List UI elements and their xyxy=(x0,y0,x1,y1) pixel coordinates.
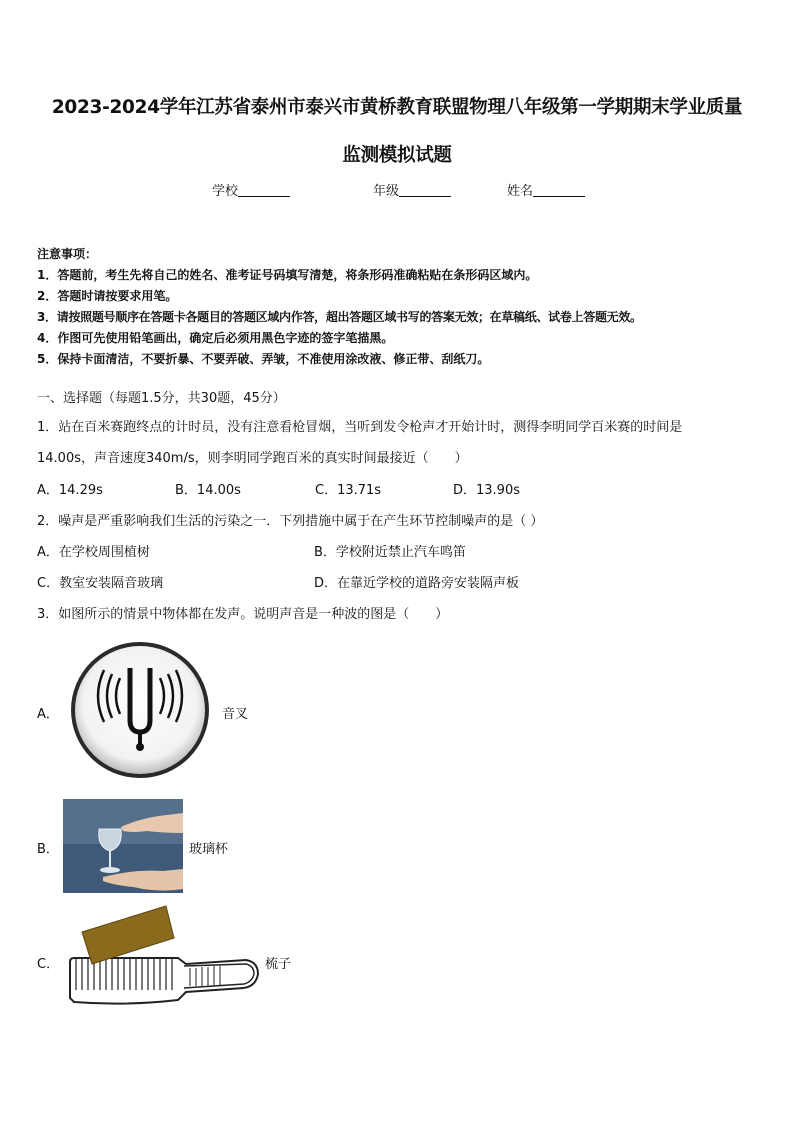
q1-stem-line2: 14.00s，声音速度340m/s，则李明同学跑百米的真实时间最接近（ ） xyxy=(37,451,468,466)
q3-option-a-letter: A． xyxy=(37,707,59,722)
comb-icon xyxy=(66,902,260,1010)
section-heading: 一、选择题（每题1.5分，共30题，45分） xyxy=(37,391,286,406)
q2-option-d: D．在靠近学校的道路旁安装隔声板 xyxy=(314,576,520,591)
grade-field xyxy=(373,180,451,199)
grade-label: 年级 xyxy=(373,184,400,199)
school-blank xyxy=(238,183,290,197)
q2-option-a: A．在学校周围植树 xyxy=(37,545,150,560)
name-blank xyxy=(533,183,585,197)
q3-option-c-caption: 梳子 xyxy=(265,957,292,972)
q3-option-a-caption: 音叉 xyxy=(222,707,249,722)
q3-option-c-letter: C． xyxy=(37,957,60,972)
q1-option-b: B．14.00s xyxy=(175,483,241,498)
title-line-2: 监测模拟试题 xyxy=(342,145,452,166)
q1-option-c: C．13.71s xyxy=(315,483,382,498)
school-label: 学校 xyxy=(212,184,239,199)
q1-stem-line1: 1．站在百米赛跑终点的计时员，没有注意看枪冒烟，当听到发令枪声才开始计时，测得李明同学百米赛的时间是 xyxy=(37,420,683,435)
title-line-1: 2023-2024学年江苏省泰州市泰兴市黄桥教育联盟物理八年级第一学期期末学业质量 xyxy=(51,97,743,118)
student-info xyxy=(0,180,794,200)
note-item: 5．保持卡面清洁，不要折暴、不要弄破、弄皱，不准使用涂改液、修正带、刮纸刀。 xyxy=(37,352,490,366)
q3-option-b-caption: 玻璃杯 xyxy=(189,842,229,857)
notes-heading: 注意事项： xyxy=(37,247,98,261)
q2-option-c: C．教室安装隔音玻璃 xyxy=(37,576,164,591)
name-field xyxy=(507,180,585,199)
q3-stem: 3．如图所示的情景中物体都在发声。说明声音是一种波的图是（ ） xyxy=(37,607,449,622)
note-item: 1．答题前，考生先将自己的姓名、准考证号码填写清楚，将条形码准确粘贴在条形码区域内。 xyxy=(37,268,538,282)
note-item: 2．答题时请按要求用笔。 xyxy=(37,289,178,303)
grade-blank xyxy=(399,183,451,197)
note-item: 3．请按照题号顺序在答题卡各题目的答题区域内作答，超出答题区域书写的答案无效；在草稿纸、试卷上答题无效。 xyxy=(37,310,642,324)
page-title xyxy=(30,84,764,180)
tuning-fork-icon xyxy=(68,640,212,780)
school-field xyxy=(212,180,290,199)
q1-option-a: A．14.29s xyxy=(37,483,103,498)
note-item: 4．作图可先使用铅笔画出，确定后必须用黑色字迹的签字笔描黑。 xyxy=(37,331,394,345)
q1-option-d: D．13.90s xyxy=(453,483,520,498)
notes xyxy=(37,244,767,370)
q2-stem: 2．噪声是严重影响我们生活的污染之一．下列措施中属于在产生环节控制噪声的是（ ） xyxy=(37,514,544,529)
q3-option-b-letter: B． xyxy=(37,842,59,857)
wine-glass-photo xyxy=(63,799,183,893)
name-label: 姓名 xyxy=(507,184,534,199)
q2-option-b: B．学校附近禁止汽车鸣笛 xyxy=(314,545,466,560)
